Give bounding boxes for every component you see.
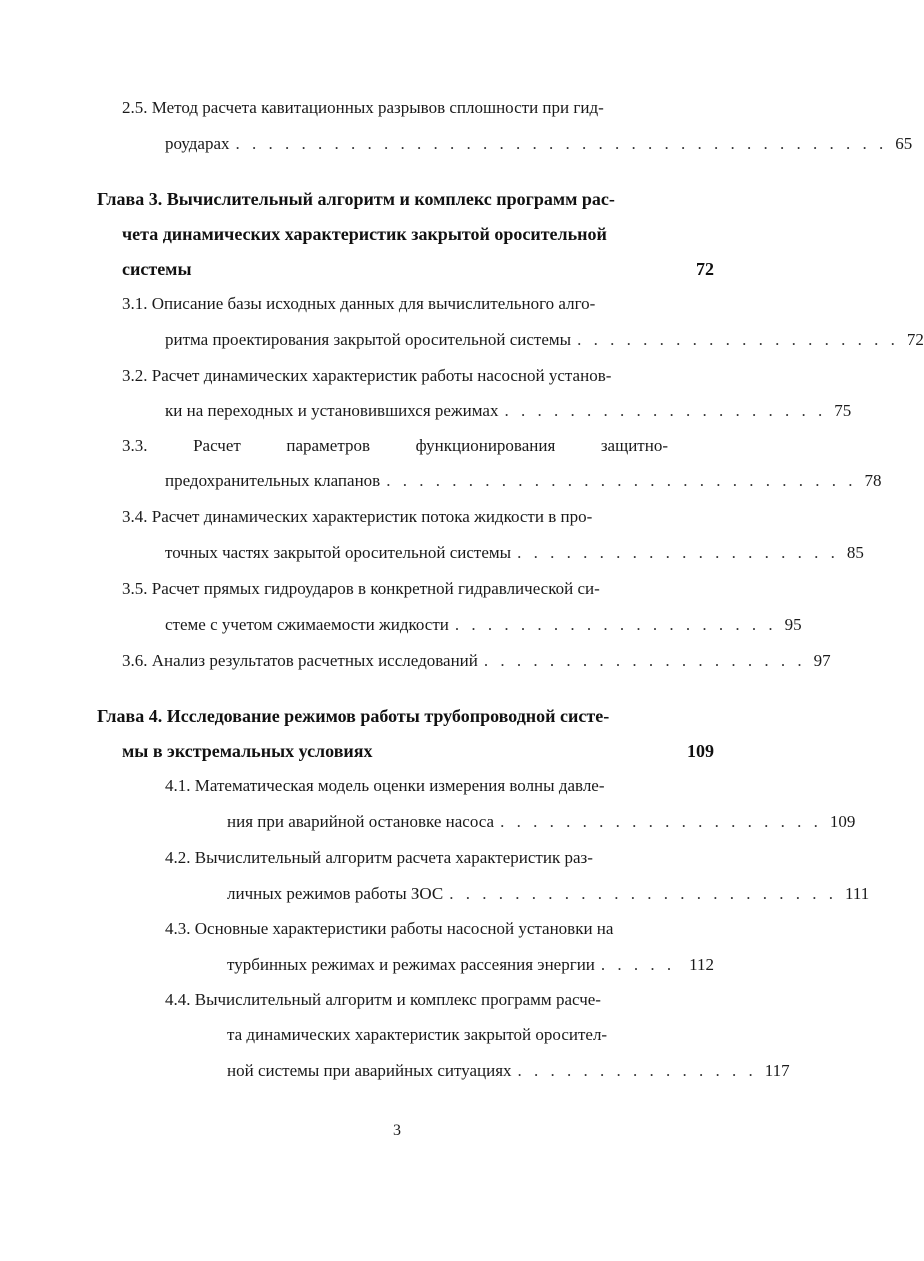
toc-entry-3-3-line1 (122, 434, 668, 458)
page-ref: 85 (846, 543, 864, 562)
toc-entry-text: 2.5. Метод расчета кавитационных разрывов сплошности при гид- (122, 98, 604, 117)
toc-entry-4-4-line2 (227, 1023, 668, 1047)
toc-entry-3-5-line2 (165, 613, 802, 637)
toc-entry-text: та динамических характеристик закрытой оросител- (227, 1025, 608, 1044)
toc-entry-text: точных частях закрытой оросительной системы (165, 543, 512, 562)
chapter-title: Глава 3. Вычислительный алгоритм и комплекс программ рас- (97, 189, 615, 209)
page-ref: 72 (906, 330, 924, 349)
page-ref: 109 (687, 741, 714, 761)
leader-dots: . . . . . . . . . . . . . . . . . . . . (454, 615, 777, 634)
toc-entry-text: 3.4. Расчет динамических характеристик потока жидкости в про- (122, 507, 593, 526)
toc-entry-text: роударах (165, 134, 230, 153)
toc-entry-2-5-line2 (165, 132, 913, 156)
leader-dots: . . . . . . . . . . . . . . . . . . . . (577, 330, 899, 349)
toc-entry-text: 4.2. Вычислительный алгоритм расчета характеристик раз- (165, 848, 593, 867)
leader-dots: . . . . . . . . . . . . . . . . . . . . (483, 651, 806, 670)
toc-entry-text: предохранительных клапанов (165, 471, 381, 490)
leader-dots: . . . . . . . . . . . . . . . (517, 1061, 757, 1080)
chapter-3-line3 (122, 257, 714, 281)
page-ref: 111 (845, 884, 870, 903)
toc-entry-4-4-line3 (227, 1059, 790, 1083)
page-ref: 109 (829, 812, 856, 831)
page-ref: 78 (864, 471, 882, 490)
toc-entry-3-3-line2 (165, 469, 882, 493)
toc-entry-text: 3.1. Описание базы исходных данных для вычислительного алго- (122, 294, 596, 313)
toc-entry-text: личных режимов работы ЗОС (227, 884, 444, 903)
toc-entry-word: 3.3. (122, 436, 148, 455)
toc-entry-2-5-line1 (122, 96, 668, 120)
toc-entry-4-3-line2 (227, 953, 714, 977)
chapter-4-line1 (97, 704, 687, 728)
toc-entry-3-1-line1 (122, 292, 668, 316)
toc-entry-4-3-line1 (165, 917, 668, 941)
toc-entry-text: ки на переходных и установившихся режимах (165, 401, 499, 420)
page-ref: 95 (784, 615, 802, 634)
toc-entry-word: параметров (286, 436, 371, 455)
toc-entry-text: 3.6. Анализ результатов расчетных исследований (122, 651, 478, 670)
page-ref: 65 (895, 134, 913, 153)
toc-entry-4-2-line2 (227, 882, 870, 906)
toc-entry-text: ной системы при аварийных ситуациях (227, 1061, 512, 1080)
toc-entry-text: 3.2. Расчет динамических характеристик работы насосной установ- (122, 366, 612, 385)
toc-entry-3-6 (122, 649, 831, 673)
toc-entry-3-2-line2 (165, 399, 852, 423)
leader-dots: . . . . . . . . . . . . . . . . . . . . (517, 543, 839, 562)
chapter-4-line2 (122, 739, 714, 763)
toc-entry-4-4-line1 (165, 988, 668, 1012)
chapter-title: чета динамических характеристик закрытой оросительной (122, 224, 607, 244)
toc-entry-text: 4.4. Вычислительный алгоритм и комплекс программ расче- (165, 990, 601, 1009)
toc-entry-text: стеме с учетом сжимаемости жидкости (165, 615, 449, 634)
toc-entry-text: ритма проектирования закрытой оросительной системы (165, 330, 572, 349)
toc-entry-text: 3.5. Расчет прямых гидроударов в конкретной гидравлической си- (122, 579, 600, 598)
page-ref: 72 (696, 259, 714, 279)
leader-dots: . . . . . . . . . . . . . . . . . . . . . . . . . . . . . . . . . . . . . . . . (235, 134, 888, 153)
toc-entry-text: 4.1. Математическая модель оценки измерения волны давле- (165, 776, 605, 795)
toc-entry-text: ния при аварийной остановке насоса (227, 812, 495, 831)
leader-dots: . . . . . . . . . . . . . . . . . . . . (500, 812, 822, 831)
page-ref: 97 (813, 651, 831, 670)
leader-dots: . . . . . . . . . . . . . . . . . . . . (504, 401, 827, 420)
toc-entry-4-1-line2 (227, 810, 856, 834)
toc-entry-4-1-line1 (165, 774, 668, 798)
toc-entry-word: Расчет (193, 436, 241, 455)
chapter-3-line2 (122, 222, 687, 246)
toc-entry-4-2-line1 (165, 846, 668, 870)
page-number: 3 (393, 1122, 401, 1139)
chapter-title: мы в экстремальных условиях (122, 741, 373, 761)
toc-entry-3-4-line1 (122, 505, 668, 529)
toc-entry-text: турбинных режимах и режимах рассеяния энергии (227, 955, 595, 974)
chapter-title: системы (122, 259, 192, 279)
toc-entry-text: 4.3. Основные характеристики работы насосной установки на (165, 919, 614, 938)
toc-entry-word: защитно- (600, 436, 668, 455)
page-ref: 117 (764, 1061, 790, 1080)
leader-dots: . . . . . . . . . . . . . . . . . . . . . . . . . . . . . (386, 471, 857, 490)
chapter-3-line1 (97, 187, 687, 211)
leader-dots: . . . . . . . . . . . . . . . . . . . . . . . . (449, 884, 837, 903)
chapter-title: Глава 4. Исследование режимов работы трубопроводной систе- (97, 706, 610, 726)
toc-entry-3-5-line1 (122, 577, 668, 601)
toc-entry-word: функционирования (415, 436, 556, 455)
toc-entry-3-2-line1 (122, 364, 668, 388)
leader-dots: . . . . . (600, 955, 676, 974)
page-ref: 75 (834, 401, 852, 420)
page-ref: 112 (689, 955, 714, 974)
toc-entry-3-1-line2 (165, 328, 924, 352)
toc-entry-3-4-line2 (165, 541, 864, 565)
